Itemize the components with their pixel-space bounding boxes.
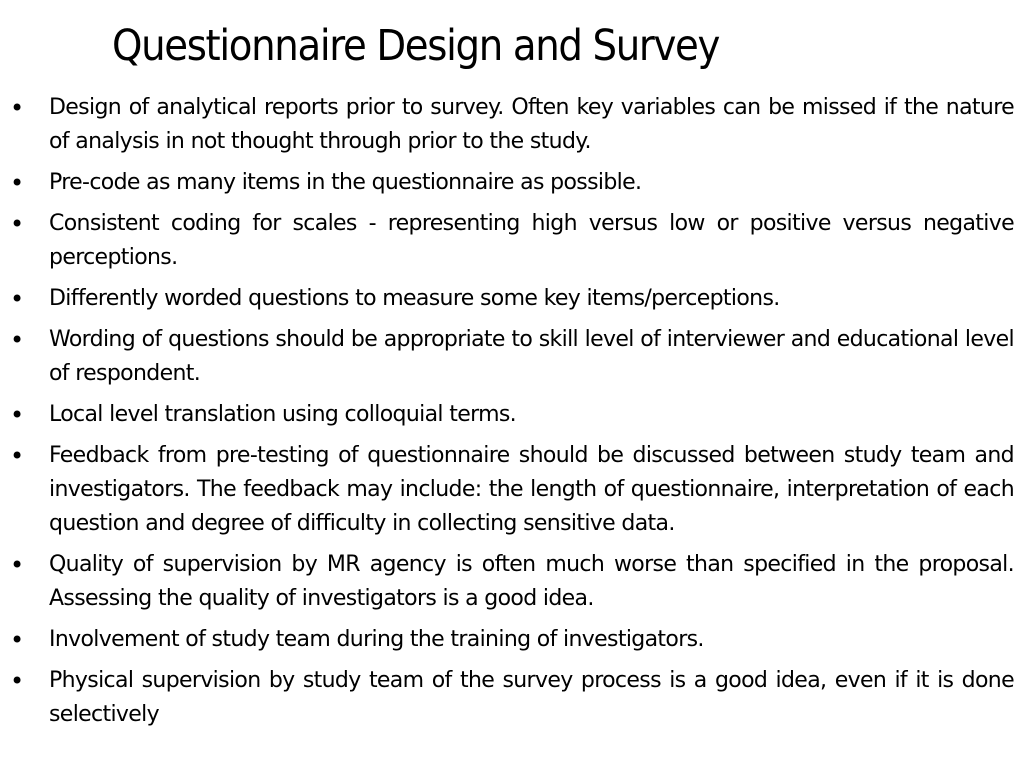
bullet-item: [0, 166, 1014, 200]
bullet-text: Wording of questions should be appropriate to skill level of interviewer and educational level of respondent.: [49, 327, 1014, 386]
bullet-text: Local level translation using colloquial terms.: [49, 402, 517, 427]
bullet-item: [0, 623, 1014, 657]
bullet-dot-icon: •: [10, 442, 25, 470]
bullet-dot-icon: •: [10, 326, 25, 354]
bullet-item: [0, 439, 1014, 541]
bullet-dot-icon: •: [10, 285, 25, 313]
bullet-dot-icon: •: [10, 401, 25, 429]
bullet-dot-icon: •: [10, 667, 25, 695]
bullet-dot-icon: •: [10, 169, 25, 197]
bullet-dot-icon: •: [10, 210, 25, 238]
bullet-text: Consistent coding for scales - representing high versus low or positive versus negative perceptions.: [49, 211, 1014, 270]
bullet-text: Quality of supervision by MR agency is often much worse than specified in the proposal. Assessing the quality of investigators is a good idea.: [49, 552, 1014, 611]
bullet-dot-icon: •: [10, 626, 25, 654]
bullet-text: Design of analytical reports prior to survey. Often key variables can be missed if the nature of analysis in not thought through prior to the study.: [49, 95, 1014, 154]
bullet-item: [0, 323, 1014, 391]
slide-title: Questionnaire Design and Survey: [112, 21, 720, 71]
bullet-item: [0, 664, 1014, 732]
bullet-item: [0, 398, 1014, 432]
bullet-text: Differently worded questions to measure some key items/perceptions.: [49, 286, 780, 311]
bullet-text: Involvement of study team during the training of investigators.: [49, 627, 704, 652]
bullet-item: [0, 548, 1014, 616]
bullet-item: [0, 207, 1014, 275]
bullet-list: [0, 91, 1014, 739]
bullet-dot-icon: •: [10, 551, 25, 579]
bullet-dot-icon: •: [10, 94, 25, 122]
bullet-item: [0, 282, 1014, 316]
bullet-item: [0, 91, 1014, 159]
bullet-text: Pre-code as many items in the questionnaire as possible.: [49, 170, 642, 195]
bullet-text: Feedback from pre-testing of questionnaire should be discussed between study team and investigators. The feedback may include: the length of questionnaire, interpretation of each question and degree of difficulty in collecting sensitive data.: [49, 443, 1014, 536]
bullet-text: Physical supervision by study team of the survey process is a good idea, even if it is done selectively: [49, 668, 1014, 727]
